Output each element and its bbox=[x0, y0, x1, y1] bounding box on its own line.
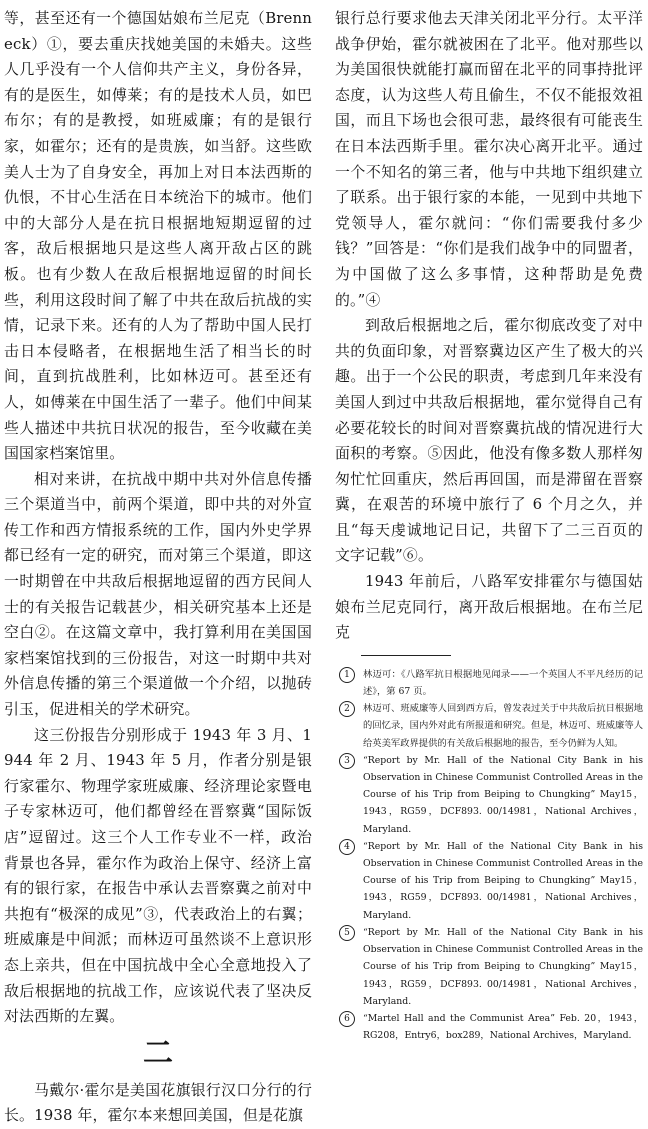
paragraph-departure: 1943 年前后，八路军安排霍尔与德国姑娘布兰尼克同行，离开敌后根据地。在布兰尼克 bbox=[335, 572, 643, 642]
footnote-marker: 4 bbox=[339, 839, 355, 855]
footnote-text: 林迈可：《八路军抗日根据地见闻录——一个英国人不平凡经历的记述》，第 67 页。 bbox=[363, 668, 643, 698]
footnote-4 bbox=[335, 838, 643, 924]
footnote-text: “Martel Hall and the Communist Area” Feb. 20，1943，RG208，Entry6，box289，National Archives，Maryland. bbox=[363, 1012, 643, 1042]
footnote-marker: 5 bbox=[339, 925, 355, 941]
footnote-5 bbox=[335, 924, 643, 1010]
left-column bbox=[4, 6, 312, 1129]
footnote-marker: 2 bbox=[339, 701, 355, 717]
footnote-text: 林迈可、班威廉等人回到西方后，曾发表过关于中共敌后抗日根据地的回忆录，国内外对此有所报道和研究。但是，林迈可、班威廉等人给英美军政界提供的有关敌后根据地的报告，至今仍鲜为人知。 bbox=[363, 703, 643, 749]
footnote-1 bbox=[335, 666, 643, 700]
footnote-3 bbox=[335, 752, 643, 838]
footnote-2 bbox=[335, 700, 643, 752]
footnote-marker: 1 bbox=[339, 667, 355, 683]
paragraph-three-channels: 相对来讲，在抗战中期中共对外信息传播三个渠道当中，前两个渠道，即中共的对外宣传工作和西方情报系统的工作，国内外史学界都已经有一定的研究，而对第三个渠道，即这一时期曾在中共敌后根据地逗留的西方民间人士的有关报告记载甚少，相关研究基本上还是空白②。在这篇文章中，我打算利用在美国国家档案馆找到的三份报告，对这一时期中共对外信息传播的第三个渠道做一个介绍，以抛砖引玉，促进相关的学术研究。 bbox=[4, 469, 312, 719]
section-number: 二 bbox=[143, 1035, 173, 1071]
paragraph-hall-investigation: 到敌后根据地之后，霍尔彻底改变了对中共的负面印象，对晋察冀边区产生了极大的兴趣。出于一个公民的职责，考虑到几年来没有美国人到过中共敌后根据地，霍尔觉得自己有必要花较长的时间对晋察冀抗战的情况进行大面积的考察。⑤因此，他没有像多数人那样匆匆忙忙回重庆，然后再回国，而是滞留在晋察冀，在艰苦的环境中旅行了 6 个月之久，并且“每天虔诚地记日记，共留下了二三百页的文字记载”⑥。 bbox=[335, 316, 643, 565]
paragraph-hall-beiping: 银行总行要求他去天津关闭北平分行。太平洋战争伊始，霍尔就被困在了北平。他对那些以为美国很快就能打赢而留在北平的同事持批评态度，认为这些人苟且偷生，不仅不能报效祖国，而且下场也会很可悲，最终很有可能丧生在日本法西斯手里。霍尔决心离开北平。通过一个不知名的第三者，他与中共地下组织建立了联系。出于银行家的本能，一见到中共地下党领导人，霍尔就问：“你们需要我付多少钱？”回答是：“你们是我们战争中的同盟者，为中国做了这么多事情，这种帮助是免费的。”④ bbox=[335, 9, 643, 309]
right-column bbox=[335, 6, 643, 1044]
footnote-text: “Report by Mr. Hall of the National City Bank in his Observation in Chinese Communist Controlled Areas in the Course of his Trip from Beiping to Chungking” May15，1943，RG59，DCF893. 00/14981，National Archives，Maryland. bbox=[363, 926, 643, 1007]
paragraph-hall-intro: 马戴尔·霍尔是美国花旗银行汉口分行的行长。1938 年，霍尔本来想回美国，但是花旗 bbox=[4, 1080, 312, 1125]
footnotes-list bbox=[335, 666, 643, 1044]
footnote-marker: 3 bbox=[339, 753, 355, 769]
footnote-marker: 6 bbox=[339, 1011, 355, 1027]
footnote-divider bbox=[361, 655, 451, 656]
footnote-text: “Report by Mr. Hall of the National City Bank in his Observation in Chinese Communist Controlled Areas in the Course of his Trip from Beiping to Chungking” May15，1943，RG59，DCF893. 00/14981，National Archives，Maryland. bbox=[363, 754, 643, 835]
paragraph-intro-continued: 等，甚至还有一个德国姑娘布兰尼克（Brenneck）①，要去重庆找她美国的未婚夫。这些人几乎没有一个人信仰共产主义，身份各异，有的是医生，如傅莱；有的是技术人员，如巴布尔；有的是教授，如班威廉；有的是银行家，如霍尔；还有的是贵族，如当舒。这些欧美人士为了自身安全，再加上对日本法西斯的仇恨，不甘心生活在日本统治下的城市。他们中的大部分人是在抗日根据地短期逗留的过客，敌后根据地只是这些人离开敌占区的跳板。也有少数人在敌后根据地逗留的时间长些，利用这段时间了解了中共在敌后抗战的实情，记录下来。还有的人为了帮助中国人民打击日本侵略者，在根据地生活了相当长的时间，直到抗战胜利，比如林迈可。甚至还有人，如傅莱在中国生活了一辈子。他们中间某些人描述中共抗日状况的报告，至今收藏在美国国家档案馆里。 bbox=[4, 9, 312, 463]
footnote-text: “Report by Mr. Hall of the National City Bank in his Observation in Chinese Communist Controlled Areas in the Course of his Trip from Beiping to Chungking” May15，1943，RG59，DCF893. 00/14981，National Archives，Maryland. bbox=[363, 840, 643, 921]
paragraph-three-reports: 这三份报告分别形成于 1943 年 3 月、1944 年 2 月、1943 年 5 月，作者分别是银行家霍尔、物理学家班威廉、经济理论家暨电子专家林迈可，他们都曾经在晋察冀“国际饭店”逗留过。这三个人工作专业不一样，政治背景也各异，霍尔作为政治上保守、经济上富有的银行家，在报告中承认去晋察冀之前对中共抱有“极深的成见”③，代表政治上的右翼；班威廉是中间派；而林迈可虽然谈不上意识形态上亲共，但在中国抗战中全心全意地投入了敌后根据地的抗战工作，应该说代表了坚决反对法西斯的左翼。 bbox=[4, 725, 312, 1026]
footnote-6 bbox=[335, 1010, 643, 1044]
